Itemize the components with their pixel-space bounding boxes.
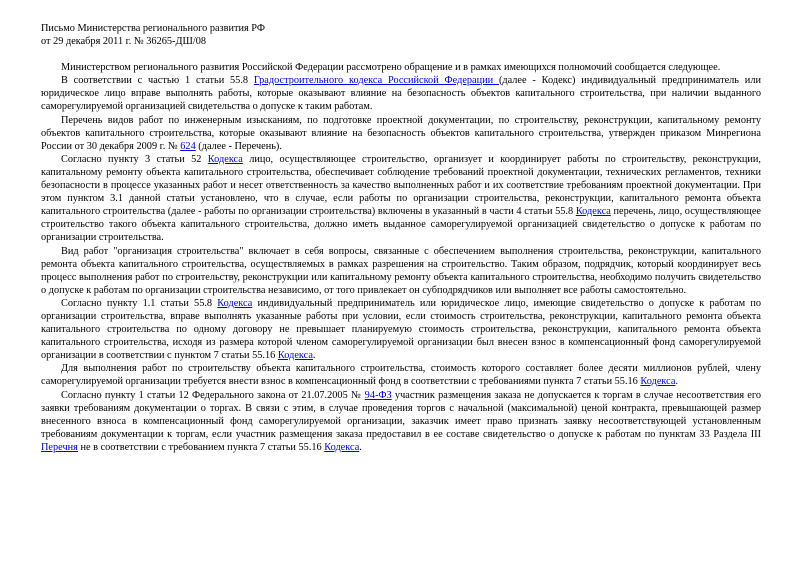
document-body — [41, 61, 761, 454]
paragraph-text: перечень, лицо, осуществляющее строительство такого объекта капитального строительства, должно иметь выданное саморегулируемой организацией свидетельство о допуске к работам по организации строительства. — [41, 206, 761, 244]
document-header — [41, 22, 761, 48]
paragraph-text: Согласно пункту 1.1 статьи 55.8 — [61, 297, 218, 309]
paragraph-text: Министерством регионального развития Российской Федерации рассмотрено обращение и в рамках имеющихся полномочий сообщается следующее. — [61, 62, 721, 74]
link-order-624[interactable]: 624 — [180, 140, 196, 152]
link-codex[interactable]: Кодекса — [277, 350, 313, 362]
paragraph-text: . — [675, 376, 679, 388]
paragraph-text: Согласно пункту 1 статьи 12 Федерального закона от 21.07.2005 № — [61, 389, 365, 401]
paragraph-text: (далее - Перечень). — [195, 140, 282, 152]
paragraph-text: . — [312, 350, 316, 362]
paragraph-text: индивидуальный предприниматель или юридическое лицо, имеющие свидетельство о допуске к работам по организации строительства, вправе выполнять указанные работы при условии, если стоимость строительства, реконструкции, капитального ремонта объекта капитального строительства по одному договору не превышает планируемую стоимость строительства, реконструкции, капитального ремонта объекта капитального строительства, исходя из размера которой членом саморегулируемой организации был внесен взнос в компенсационный фонд саморегулируемой организации в соответствии с пунктом 7 статьи 55.16 — [41, 297, 761, 362]
link-codex[interactable]: Кодекса — [207, 153, 243, 165]
paragraph-federal-law-94 — [41, 389, 761, 454]
paragraph-text: (далее - Кодекс) индивидуальный предприниматель или юридическое лицо вправе выполнять работы, которые оказывают влияние на безопасность объектов капитального строительства, при наличии выданного саморегулируемой организацией свидетельства о допуске к таким работам. — [41, 75, 761, 113]
document-date-number: от 29 декабря 2011 г. № 36265-ДШ/08 — [41, 36, 207, 48]
paragraph-organization-of-construction — [41, 245, 761, 297]
paragraph-text: участник размещения заказа не допускается к торгам в случае несоответствия его заявки требованиям документации о торгах. В связи с этим, в случае проведения торгов с начальной (максимальной) ценой контракта, превышающей размер внесенного взноса в компенсационный фонд саморегулируемой организации, заказчик имеет право признать заявку несоответствующей установленным требованиям документации к торгам, если участник размещения заказа предоставил в ее составе свидетельство о допуске к работам по пунктам 33 Раздела III — [41, 389, 761, 440]
paragraph-intro — [41, 61, 761, 74]
paragraph-text: Согласно пункту 3 статьи 52 — [61, 153, 208, 165]
paragraph-text: Для выполнения работ по строительству объекта капитального строительства, стоимость которого составляет более десяти миллионов рублей, члену саморегулируемой организации требуется внести взнос в компенсационный фонд в соответствии с требованиями пункта 7 статьи 55.16 — [41, 363, 761, 388]
link-grad-codex[interactable]: Градостроительного кодекса Российской Федерации — [253, 75, 499, 87]
paragraph-text: В соответствии с частью 1 статьи 55.8 — [61, 75, 254, 87]
document-title: Письмо Министерства регионального развития РФ — [41, 23, 265, 34]
paragraph-text: . — [359, 441, 362, 453]
paragraph-text: Перечень видов работ по инженерным изысканиям, по подготовке проектной документации, по строительству, реконструкции, капитальному ремонту объектов капитального строительства, которые оказывают влияние на безопасность объектов капитального строительства, утвержден приказом Минрегиона России от 30 декабря 2009 г. № — [41, 114, 761, 152]
paragraph-text: Вид работ "организация строительства" включает в себя вопросы, связанные с обеспечением выполнения строительства, реконструкции, капитального ремонта объекта капитального строительства, осуществляемых в рамках разрешения на строительство. Таким образом, подрядчик, который координирует весь процесс выполнения работ по строительству, реконструкции или капитальному ремонту объекта капитального строительства, необходимо получить свидетельство о допуске к работам по организации строительства независимо, от того привлекает он субподрядчиков или выполняет все работы самостоятельно. — [41, 245, 761, 296]
link-codex[interactable]: Кодекса — [575, 206, 611, 218]
link-codex[interactable]: Кодекса — [640, 376, 676, 388]
paragraph-article-55-8 — [41, 74, 761, 113]
link-codex[interactable]: Кодекса — [324, 441, 360, 453]
link-codex[interactable]: Кодекса — [217, 297, 253, 309]
link-list-of-works[interactable]: Перечня — [41, 441, 78, 453]
paragraph-compensation-fund — [41, 362, 761, 388]
link-federal-law-94-fz[interactable]: 94-ФЗ — [364, 389, 392, 401]
paragraph-text: лицо, осуществляющее строительство, организует и координирует работы по строительству, реконструкции, капитальному ремонту объекта капитального строительства, обеспечивает соблюдение требований проектной документации, технических регламентов, техники безопасности в процессе указанных работ и несет ответственность за качество выполненных работ и их соответствие требованиям проектной документации. При этом пунктом 3.1 данной статьи установлено, что в случае, если работы по организации строительства, реконструкции, капитального ремонта объекта капитального строительства (далее - работы по организации строительства) включены в указанный в части 4 статьи 55.8 — [41, 153, 761, 218]
paragraph-article-55-8-1-1 — [41, 297, 761, 362]
paragraph-list-of-works — [41, 114, 761, 153]
paragraph-text: не в соответствии с требованием пункта 7 статьи 55.16 — [77, 441, 325, 453]
paragraph-article-52 — [41, 153, 761, 245]
